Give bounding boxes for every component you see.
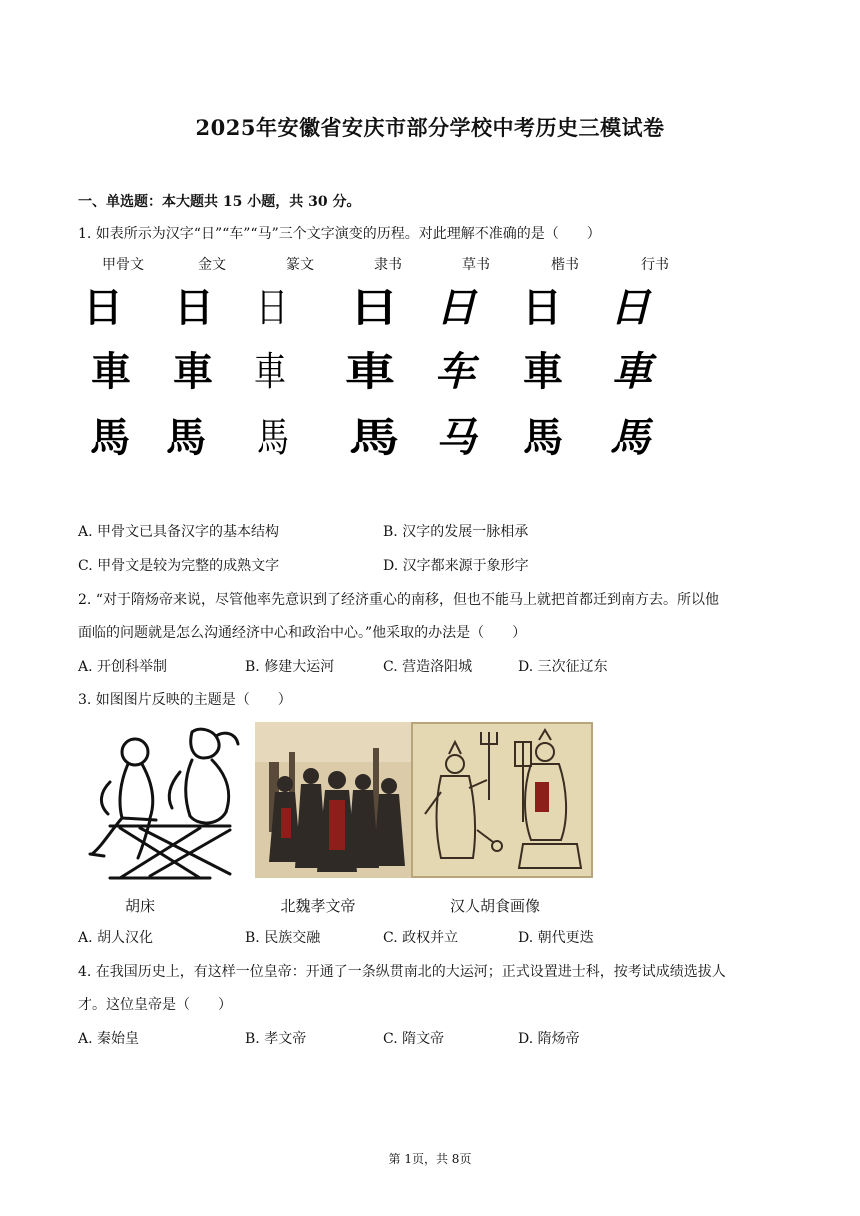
glyph-che-seal: 車 bbox=[254, 349, 286, 395]
han-hu-food-mural-image bbox=[411, 722, 593, 878]
q1-stem: 1. 如表所示为汉字“日”“车”“马”三个文字演变的历程。对此理解不准确的是（ ） bbox=[78, 226, 601, 242]
q4-option-c[interactable]: C. 隋文帝 bbox=[383, 1031, 445, 1047]
q4-stem-line2: 才。这位皇帝是（ ） bbox=[78, 997, 232, 1013]
script-header: 楷书 bbox=[551, 257, 579, 273]
glyph-ma-cursive: 马 bbox=[436, 415, 476, 461]
xiaowen-emperor-image bbox=[255, 722, 411, 878]
q4-stem-line1: 4. 在我国历史上，有这样一位皇帝：开通了一条纵贯南北的大运河；正式设置进士科，按考试成绩选拔人 bbox=[78, 964, 726, 980]
glyph-ma-regular: 馬 bbox=[523, 415, 563, 461]
glyph-che-clerical: 車 bbox=[345, 348, 395, 395]
glyph-che-bronze: 車 bbox=[173, 349, 213, 395]
q2-option-b[interactable]: B. 修建大运河 bbox=[245, 659, 335, 675]
script-header: 行书 bbox=[641, 257, 669, 273]
glyph-ma-clerical: 馬 bbox=[349, 414, 399, 461]
q3-option-d[interactable]: D. 朝代更迭 bbox=[518, 930, 594, 946]
glyph-che-cursive: 车 bbox=[435, 349, 475, 395]
glyph-ma-oracle: 馬 bbox=[90, 415, 130, 461]
q1-option-b[interactable]: B. 汉字的发展一脉相承 bbox=[383, 524, 529, 540]
q4-option-b[interactable]: B. 孝文帝 bbox=[245, 1031, 307, 1047]
glyph-ri-bronze: 日 bbox=[174, 285, 214, 331]
glyph-che-regular: 車 bbox=[523, 349, 563, 395]
script-header: 篆文 bbox=[286, 257, 314, 273]
hu-chuang-image bbox=[80, 722, 246, 882]
glyph-ma-seal: 馬 bbox=[257, 415, 289, 461]
page-title: 2025年安徽省安庆市部分学校中考历史三模试卷 bbox=[195, 115, 665, 140]
glyph-ri-cursive: 日 bbox=[436, 285, 476, 331]
glyph-ma-running: 馬 bbox=[610, 414, 650, 461]
glyph-ma-bronze: 馬 bbox=[166, 415, 206, 461]
glyph-ri-seal: 日 bbox=[256, 285, 288, 331]
glyph-ri-running: 日 bbox=[610, 284, 650, 331]
caption-hu-food: 汉人胡食画像 bbox=[449, 897, 540, 915]
q1-option-a[interactable]: A. 甲骨文已具备汉字的基本结构 bbox=[78, 524, 280, 540]
glyph-ri-regular: 日 bbox=[522, 285, 562, 331]
q2-option-c[interactable]: C. 营造洛阳城 bbox=[383, 659, 473, 675]
q2-stem-line2: 面临的问题就是怎么沟通经济中心和政治中心。”他采取的办法是（ ） bbox=[78, 625, 527, 641]
glyph-che-oracle: 車 bbox=[91, 349, 131, 395]
script-header: 甲骨文 bbox=[102, 257, 144, 273]
q2-stem-line1: 2. “对于隋炀帝来说，尽管他率先意识到了经济重心的南移，但也不能马上就把首都迁到南方去。所以他 bbox=[78, 592, 719, 608]
script-header: 草书 bbox=[462, 257, 490, 273]
caption-xiaowen: 北魏孝文帝 bbox=[280, 897, 356, 915]
glyph-che-running: 車 bbox=[612, 348, 652, 395]
glyph-ri-oracle: 日 bbox=[83, 285, 123, 331]
q2-option-d[interactable]: D. 三次征辽东 bbox=[518, 659, 608, 675]
q3-option-a[interactable]: A. 胡人汉化 bbox=[78, 930, 154, 946]
q1-option-d[interactable]: D. 汉字都来源于象形字 bbox=[383, 558, 529, 574]
q3-stem: 3. 如图图片反映的主题是（ ） bbox=[78, 692, 292, 708]
q3-option-c[interactable]: C. 政权并立 bbox=[383, 930, 459, 946]
script-header: 金文 bbox=[198, 257, 226, 273]
q1-option-c[interactable]: C. 甲骨文是较为完整的成熟文字 bbox=[78, 558, 280, 574]
section-heading: 一、单选题：本大题共 15 小题，共 30 分。 bbox=[78, 194, 361, 210]
glyph-ri-clerical: 日 bbox=[349, 284, 399, 331]
caption-hu-chuang: 胡床 bbox=[124, 897, 155, 915]
q4-option-d[interactable]: D. 隋炀帝 bbox=[518, 1031, 580, 1047]
page-footer: 第 1页，共 8页 bbox=[388, 1152, 472, 1166]
q3-option-b[interactable]: B. 民族交融 bbox=[245, 930, 321, 946]
q4-option-a[interactable]: A. 秦始皇 bbox=[78, 1031, 140, 1047]
script-header: 隶书 bbox=[374, 257, 402, 273]
q2-option-a[interactable]: A. 开创科举制 bbox=[78, 659, 168, 675]
